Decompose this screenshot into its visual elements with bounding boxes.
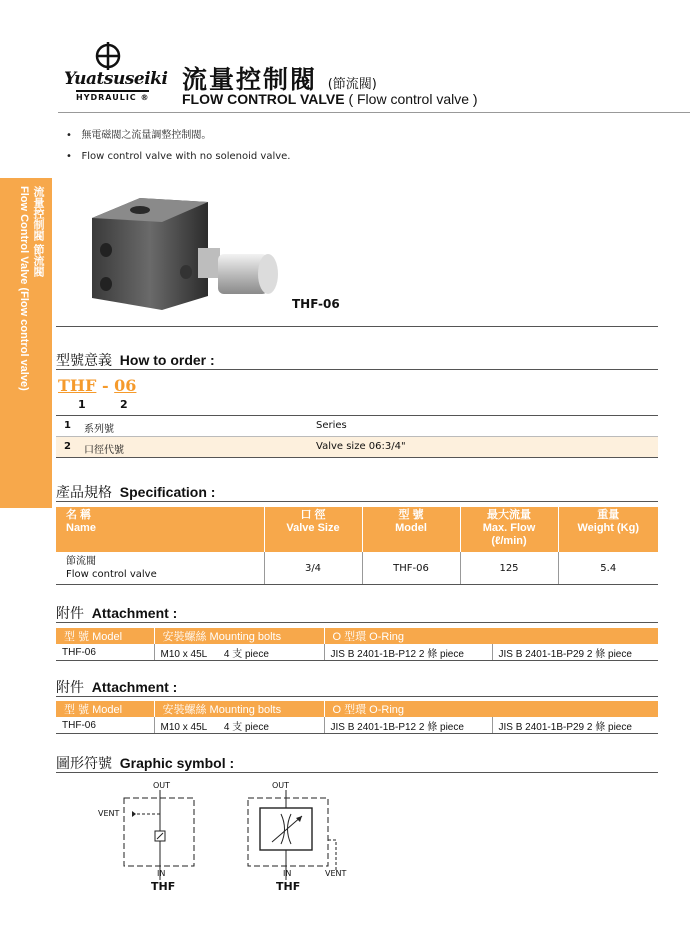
spec-header-model: 型 號 Model [362,507,460,552]
symbol-1-out: OUT [153,781,171,790]
order-row-2: 2 口徑代號 Valve size 06:3/4" [56,437,658,458]
spec-weight-cell: 5.4 [558,552,658,585]
symbol-2-label: THF [276,880,301,893]
brand-name: Yuatsuseiki [64,69,168,89]
attachment-table-2: 型 號 Model 安裝螺絲 Mounting bolts O 型環 O-Ring [56,701,658,717]
order-code-num-1: 1 [78,398,86,411]
attachment-title-1: 附件 Attachment : [56,605,178,622]
attachment-title-2: 附件 Attachment : [56,679,178,696]
specification-underline [56,501,658,502]
bullet-en: • Flow control valve with no solenoid valve. [66,151,291,162]
spec-flow-cell: 125 [460,552,558,585]
graphic-symbol-underline [56,772,658,773]
page-title-cn: 流量控制閥 (節流閥) [182,65,377,94]
order-code: THF - 06 [58,376,137,395]
bullet-cn: • 無電磁閥之流量調整控制閥。 [66,130,212,141]
product-model-label: THF-06 [292,297,340,311]
specification-title: 產品規格 Specification : [56,484,216,501]
brand-logo-icon [94,42,122,70]
attachment-underline-1 [56,622,658,623]
order-code-num-2: 2 [120,398,128,411]
symbol-2-diagram [244,790,347,880]
attachment-underline-2 [56,696,658,697]
order-row-1: 1 系列號 Series [56,416,658,437]
how-to-order-title: 型號意義 How to order : [56,352,215,369]
side-tab-text: 流量控制閥 節流閥 Flow Control Valve (Flow control valve) [18,186,44,391]
spec-header-name: 名 稱 Name [56,507,264,552]
symbol-1-label: THF [151,880,176,893]
brand-sub: HYDRAULIC ® [76,90,149,102]
spec-size-cell: 3/4 [264,552,362,585]
symbol-2-in: IN [283,869,292,878]
symbol-1-vent: VENT [98,809,120,818]
spec-name-cell: 節流閥 Flow control valve [56,552,264,585]
spec-header-weight: 重量 Weight (Kg) [558,507,658,552]
attachment-row-1: THF-06 M10 x 45L 4 支 piece JIS B 2401-1B-P12 2 條 piece JIS B 2401-1B-P29 2 條 piece [56,644,658,661]
table-row [56,552,658,585]
graphic-symbol-title: 圖形符號 Graphic symbol : [56,755,235,772]
spec-header-size: 口 徑 Valve Size [264,507,362,552]
symbol-2-out: OUT [272,781,290,790]
page-title-en: FLOW CONTROL VALVE ( Flow control valve ) [182,91,478,107]
attachment-row-2: THF-06 M10 x 45L 4 支 piece JIS B 2401-1B-P12 2 條 piece JIS B 2401-1B-P29 2 條 piece [56,717,658,734]
product-divider [56,326,658,327]
header-divider [58,112,690,113]
how-to-order-underline [56,369,658,370]
symbol-1-in: IN [157,869,166,878]
symbol-2-vent: VENT [325,869,347,878]
spec-header-flow: 最大流量 Max. Flow (ℓ/min) [460,507,558,552]
product-image [80,188,280,318]
symbol-1-diagram [120,790,200,880]
specification-table [56,507,658,585]
spec-model-cell: THF-06 [362,552,460,585]
attachment-table-1: 型 號 Model 安裝螺絲 Mounting bolts O 型環 O-Ring [56,628,658,644]
